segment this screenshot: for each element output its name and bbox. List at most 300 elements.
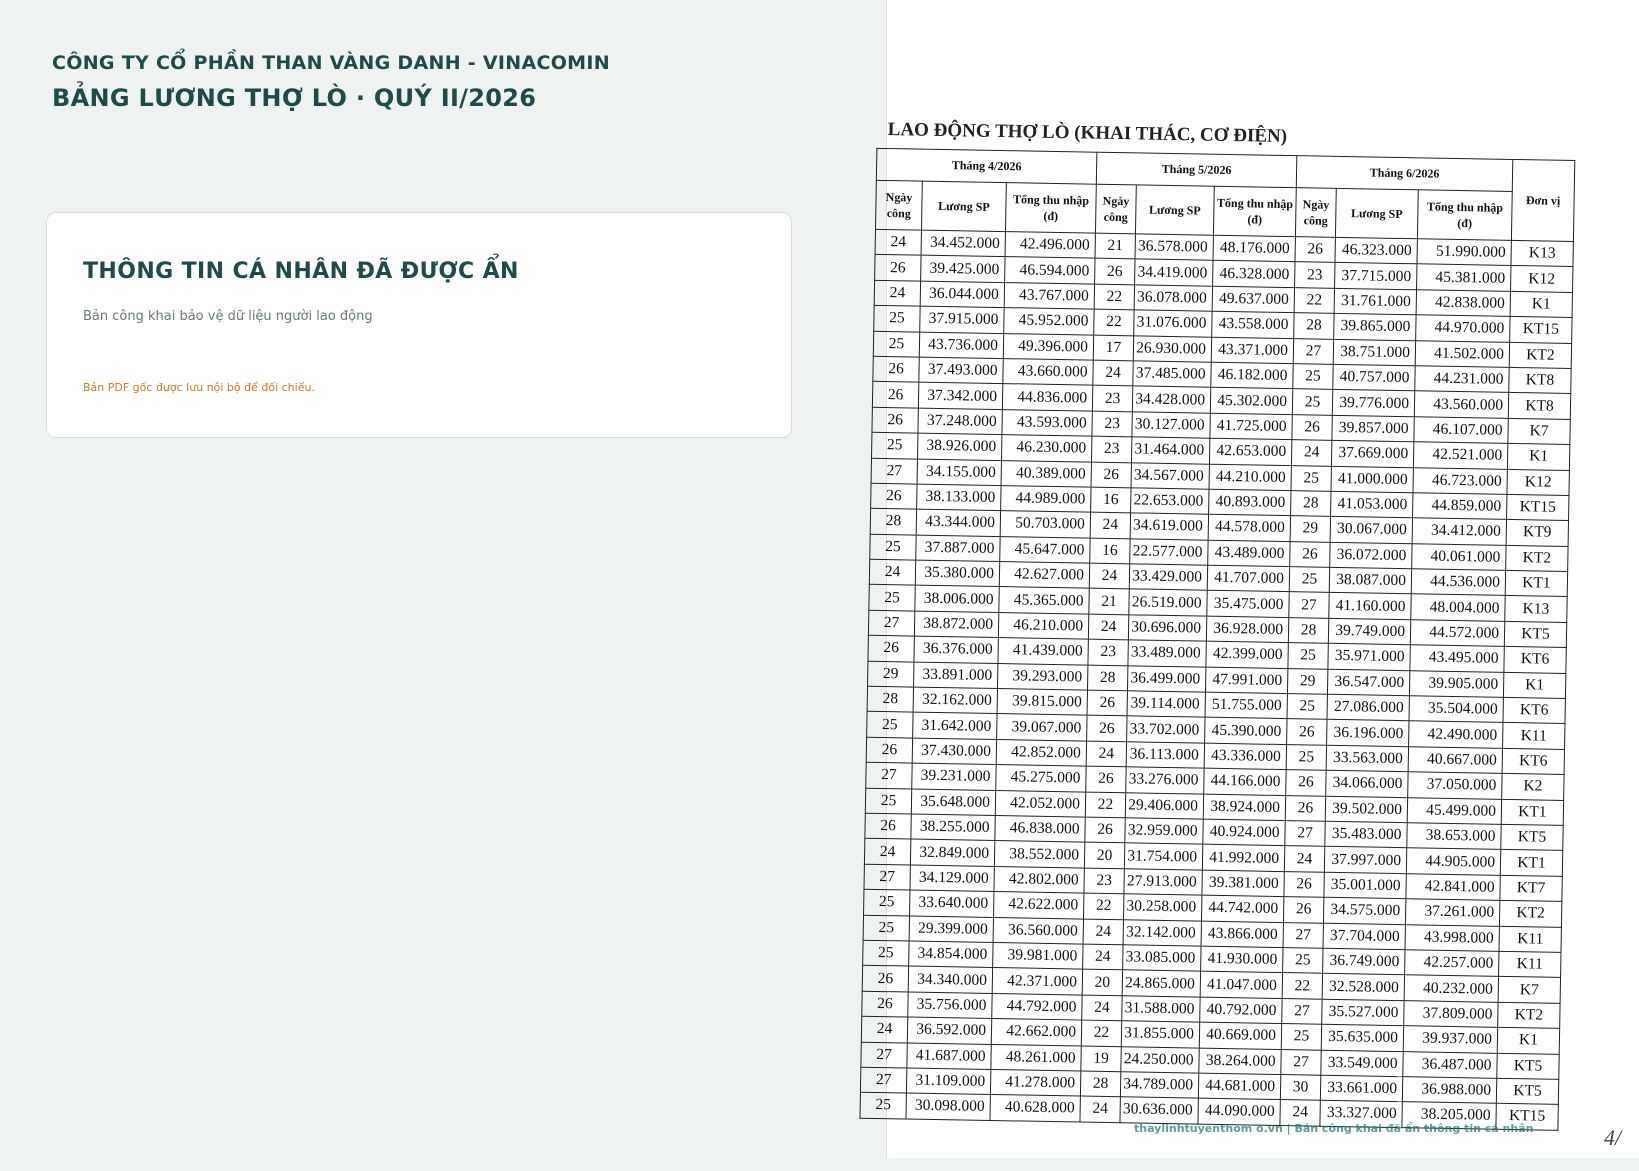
table-cell: 26	[1087, 716, 1127, 742]
table-cell: 22	[1085, 792, 1125, 818]
card-note: Bản PDF gốc được lưu nội bộ để đối chiếu.	[83, 381, 315, 394]
table-cell: 40.628.000	[990, 1095, 1080, 1122]
table-cell: 32.849.000	[910, 839, 994, 866]
table-cell: K13	[1505, 596, 1567, 622]
table-cell: 29.406.000	[1125, 792, 1203, 819]
table-cell: 26	[862, 966, 908, 992]
table-cell: 35.527.000	[1322, 999, 1404, 1026]
table-cell: 34.452.000	[921, 230, 1005, 257]
table-cell: 33.489.000	[1128, 640, 1206, 667]
table-cell: 27	[1293, 338, 1333, 364]
table-cell: 37.704.000	[1323, 923, 1405, 950]
table-cell: 48.261.000	[991, 1044, 1081, 1071]
income-header: Tổng thu nhập (đ)	[1213, 186, 1296, 236]
table-cell: 39.815.000	[997, 689, 1087, 716]
table-cell: 36.376.000	[914, 636, 998, 663]
table-cell: 17	[1093, 335, 1133, 361]
table-cell: 36.078.000	[1134, 285, 1212, 312]
table-cell: 27	[864, 864, 910, 890]
table-cell: KT6	[1502, 748, 1564, 774]
table-cell: 37.342.000	[918, 382, 1002, 409]
table-cell: KT2	[1506, 545, 1568, 571]
table-cell: 30.258.000	[1123, 894, 1201, 921]
table-cell: 38.653.000	[1407, 823, 1501, 850]
table-cell: 27.913.000	[1124, 869, 1202, 896]
table-cell: KT5	[1496, 1078, 1558, 1104]
table-cell: 38.552.000	[994, 841, 1084, 868]
table-cell: 36.988.000	[1402, 1077, 1496, 1104]
table-cell: 21	[1089, 589, 1129, 615]
table-cell: K11	[1499, 926, 1561, 952]
table-cell: 27	[861, 1042, 907, 1068]
table-cell: 35.483.000	[1325, 821, 1407, 848]
table-cell: 23	[1092, 411, 1132, 437]
table-cell: 31.855.000	[1121, 1021, 1199, 1048]
table-cell: 44.210.000	[1209, 464, 1291, 491]
table-cell: 45.365.000	[999, 587, 1089, 614]
table-cell: 32.528.000	[1322, 974, 1404, 1001]
table-cell: 21	[1095, 233, 1135, 259]
unit-header: Đơn vị	[1511, 159, 1574, 241]
table-cell: 44.989.000	[1001, 485, 1091, 512]
table-cell: 37.669.000	[1331, 440, 1413, 467]
table-cell: 24	[1093, 360, 1133, 386]
table-cell: 35.635.000	[1321, 1024, 1403, 1051]
table-cell: 24	[1086, 741, 1126, 767]
table-cell: 20	[1082, 969, 1122, 995]
table-cell: 38.751.000	[1333, 339, 1415, 366]
table-cell: 31.761.000	[1334, 288, 1416, 315]
table-cell: 46.723.000	[1413, 467, 1507, 494]
table-cell: 44.859.000	[1413, 493, 1507, 520]
table-cell: 25	[1293, 364, 1333, 390]
days-header: Ngày công	[1295, 188, 1336, 238]
table-cell: 24	[869, 559, 915, 585]
table-cell: K7	[1508, 418, 1570, 444]
table-cell: 36.196.000	[1327, 720, 1409, 747]
table-cell: 41.278.000	[990, 1069, 1080, 1096]
table-cell: 44.166.000	[1204, 768, 1286, 795]
table-cell: 26	[862, 991, 908, 1017]
table-cell: 26	[1290, 541, 1330, 567]
table-cell: 26	[1284, 871, 1324, 897]
table-cell: 42.496.000	[1005, 232, 1095, 259]
table-cell: 26	[866, 737, 912, 763]
table-cell: 29.399.000	[909, 916, 993, 943]
table-cell: 43.489.000	[1208, 540, 1290, 567]
table-cell: KT2	[1509, 342, 1571, 368]
table-cell: 26	[865, 813, 911, 839]
table-cell: 37.809.000	[1404, 1000, 1498, 1027]
table-cell: 38.924.000	[1203, 794, 1285, 821]
table-cell: 28	[1288, 617, 1328, 643]
table-cell: 28	[1294, 313, 1334, 339]
table-cell: 28	[1291, 491, 1331, 517]
table-cell: 42.662.000	[991, 1019, 1081, 1046]
table-cell: 25	[1286, 744, 1326, 770]
table-cell: 45.390.000	[1205, 718, 1287, 745]
table-cell: 44.792.000	[992, 993, 1082, 1020]
company-name: CÔNG TY CỔ PHẦN THAN VÀNG DANH - VINACOMIN	[52, 52, 610, 74]
table-cell: 25	[1283, 947, 1323, 973]
table-cell: 43.998.000	[1405, 924, 1499, 951]
table-cell: 46.323.000	[1335, 237, 1417, 264]
table-cell: 26	[1283, 897, 1323, 923]
table-cell: 28	[1087, 665, 1127, 691]
table-cell: 22	[1294, 287, 1334, 313]
table-cell: 24	[875, 229, 921, 255]
table-cell: 24.865.000	[1122, 970, 1200, 997]
table-cell: 28	[870, 509, 916, 535]
table-cell: 40.924.000	[1203, 819, 1285, 846]
table-cell: 39.905.000	[1409, 670, 1503, 697]
table-cell: 39.865.000	[1334, 314, 1416, 341]
table-cell: 45.302.000	[1210, 388, 1292, 415]
table-cell: 23	[1092, 385, 1132, 411]
table-cell: KT5	[1497, 1053, 1559, 1079]
table-cell: 34.419.000	[1135, 259, 1213, 286]
table-cell: 36.928.000	[1206, 616, 1288, 643]
table-cell: 37.493.000	[919, 357, 1003, 384]
table-cell: 34.066.000	[1326, 770, 1408, 797]
table-cell: 36.072.000	[1330, 542, 1412, 569]
table-cell: 41.439.000	[998, 638, 1088, 665]
table-cell: 39.067.000	[997, 714, 1087, 741]
table-cell: 26	[872, 382, 918, 408]
table-cell: 46.594.000	[1005, 257, 1095, 284]
table-cell: 40.061.000	[1412, 543, 1506, 570]
table-cell: 19	[1081, 1046, 1121, 1072]
table-cell: 36.499.000	[1127, 665, 1205, 692]
table-cell: 42.838.000	[1416, 290, 1510, 317]
table-cell: 16	[1091, 487, 1131, 513]
table-cell: 35.380.000	[915, 560, 999, 587]
table-cell: 41.160.000	[1329, 593, 1411, 620]
privacy-notice-card	[46, 212, 792, 438]
table-cell: 34.789.000	[1120, 1072, 1198, 1099]
table-cell: 25	[1291, 465, 1331, 491]
table-cell: 33.661.000	[1320, 1075, 1402, 1102]
table-cell: KT5	[1504, 621, 1566, 647]
table-cell: 44.742.000	[1201, 895, 1283, 922]
table-cell: 35.971.000	[1328, 644, 1410, 671]
table-cell: 30.127.000	[1132, 412, 1210, 439]
table-cell: 37.887.000	[916, 535, 1000, 562]
table-cell: 44.231.000	[1415, 366, 1509, 393]
table-cell: 39.857.000	[1332, 415, 1414, 442]
table-cell: 37.430.000	[912, 738, 996, 765]
table-cell: 24	[1088, 614, 1128, 640]
table-cell: 48.004.000	[1411, 594, 1505, 621]
table-cell: 39.231.000	[912, 763, 996, 790]
table-cell: 37.915.000	[920, 306, 1004, 333]
table-cell: 48.176.000	[1213, 235, 1295, 262]
table-cell: 46.328.000	[1213, 261, 1295, 288]
table-cell: 43.736.000	[919, 332, 1003, 359]
table-cell: 40.669.000	[1199, 1022, 1281, 1049]
table-cell: 27	[1289, 592, 1329, 618]
month-header: Tháng 4/2026	[876, 148, 1097, 184]
salary-header: Lương SP	[921, 181, 1006, 231]
table-cell: 46.230.000	[1001, 435, 1091, 462]
table-cell: 24	[1280, 1100, 1320, 1126]
page-signature: 4/	[1604, 1125, 1622, 1150]
table-cell: 26	[1085, 817, 1125, 843]
table-cell: 49.396.000	[1003, 333, 1093, 360]
table-cell: 26	[872, 407, 918, 433]
table-cell: 44.536.000	[1411, 569, 1505, 596]
table-cell: 23	[1295, 262, 1335, 288]
table-cell: KT7	[1500, 875, 1562, 901]
table-cell: 27	[860, 1067, 906, 1093]
table-cell: 24	[1284, 846, 1324, 872]
table-cell: 37.997.000	[1324, 847, 1406, 874]
table-cell: 36.592.000	[907, 1017, 991, 1044]
table-cell: KT5	[1501, 824, 1563, 850]
table-cell: 31.754.000	[1124, 843, 1202, 870]
card-title: THÔNG TIN CÁ NHÂN ĐÃ ĐƯỢC ẨN	[83, 259, 519, 284]
table-cell: 36.113.000	[1126, 742, 1204, 769]
table-cell: 41.047.000	[1200, 971, 1282, 998]
watermark-footer: thaylinhtuyenthom o.vn | Bản công khai đã ẩn thông tin cá nhân	[1134, 1122, 1534, 1135]
table-cell: 40.792.000	[1200, 997, 1282, 1024]
table-cell: 39.114.000	[1127, 691, 1205, 718]
table-cell: 41.725.000	[1210, 413, 1292, 440]
table-cell: 33.549.000	[1321, 1050, 1403, 1077]
page-title: BẢNG LƯƠNG THỢ LÒ · QUÝ II/2026	[52, 84, 537, 112]
table-cell: 22	[1081, 1020, 1121, 1046]
table-cell: KT1	[1500, 850, 1562, 876]
table-cell: 27	[1281, 1049, 1321, 1075]
table-cell: KT9	[1506, 520, 1568, 546]
table-cell: 34.412.000	[1412, 518, 1506, 545]
table-cell: 40.757.000	[1333, 364, 1415, 391]
salary-header: Lương SP	[1135, 185, 1214, 235]
table-cell: 34.854.000	[909, 941, 993, 968]
table-cell: KT8	[1508, 393, 1570, 419]
table-cell: K12	[1507, 469, 1569, 495]
table-cell: K1	[1507, 444, 1569, 470]
table-cell: 34.428.000	[1132, 386, 1210, 413]
table-cell: 43.336.000	[1204, 743, 1286, 770]
table-cell: 41.687.000	[907, 1043, 991, 1070]
table-cell: 34.129.000	[910, 865, 994, 892]
table-cell: 45.499.000	[1407, 797, 1501, 824]
table-cell: 27.086.000	[1327, 694, 1409, 721]
table-cell: 41.053.000	[1331, 491, 1413, 518]
table-cell: 26.930.000	[1133, 335, 1211, 362]
table-cell: 34.155.000	[917, 459, 1001, 486]
table-cell: 26	[1287, 719, 1327, 745]
table-cell: 50.703.000	[1000, 511, 1090, 538]
table-cell: 45.381.000	[1417, 264, 1511, 291]
table-cell: KT8	[1509, 367, 1571, 393]
table-cell: KT2	[1499, 900, 1561, 926]
table-cell: K11	[1503, 723, 1565, 749]
table-cell: 26	[1292, 414, 1332, 440]
table-cell: 25	[872, 432, 918, 458]
table-cell: 41.502.000	[1415, 340, 1509, 367]
table-cell: 25	[860, 1092, 906, 1118]
table-cell: 24	[1291, 440, 1331, 466]
table-cell: 24.250.000	[1121, 1046, 1199, 1073]
table-cell: 43.495.000	[1410, 645, 1504, 672]
table-cell: 25	[874, 305, 920, 331]
table-cell: 42.371.000	[992, 968, 1082, 995]
table-cell: 22	[1094, 309, 1134, 335]
table-cell: 35.475.000	[1207, 591, 1289, 618]
table-cell: 42.622.000	[994, 892, 1084, 919]
table-cell: 24	[1080, 1096, 1120, 1122]
table-cell: 38.926.000	[918, 433, 1002, 460]
table-cell: 47.991.000	[1205, 667, 1287, 694]
table-cell: 31.076.000	[1134, 310, 1212, 337]
table-cell: 25	[867, 712, 913, 738]
table-cell: 25	[1288, 643, 1328, 669]
table-cell: 40.389.000	[1001, 460, 1091, 487]
table-cell: 44.578.000	[1208, 514, 1290, 541]
table-cell: 16	[1090, 538, 1130, 564]
table-cell: 37.485.000	[1133, 361, 1211, 388]
table-cell: 33.276.000	[1126, 767, 1204, 794]
table-cell: 36.547.000	[1327, 669, 1409, 696]
salary-rows	[860, 229, 1573, 1130]
table-cell: 23	[1084, 868, 1124, 894]
table-cell: 44.970.000	[1416, 315, 1510, 342]
table-cell: 35.001.000	[1324, 872, 1406, 899]
table-cell: 35.504.000	[1409, 696, 1503, 723]
table-cell: 37.261.000	[1405, 899, 1499, 926]
table-cell: 36.560.000	[993, 917, 1083, 944]
table-cell: 28	[867, 686, 913, 712]
table-cell: 44.836.000	[1002, 384, 1092, 411]
salary-table	[859, 148, 1575, 1131]
table-cell: 31.588.000	[1122, 995, 1200, 1022]
section-title: LAO ĐỘNG THỢ LÒ (KHAI THÁC, CƠ ĐIỆN)	[887, 119, 1288, 148]
table-cell: 25	[870, 534, 916, 560]
table-cell: 38.006.000	[915, 586, 999, 613]
table-cell: 24	[1090, 512, 1130, 538]
salary-header: Lương SP	[1335, 188, 1418, 238]
table-cell: 26	[873, 356, 919, 382]
table-cell: 38.087.000	[1329, 567, 1411, 594]
table-cell: KT15	[1496, 1104, 1558, 1130]
table-cell: 22	[1083, 893, 1123, 919]
table-cell: 40.893.000	[1209, 489, 1291, 516]
table-cell: 29	[1290, 516, 1330, 542]
table-cell: 30.067.000	[1330, 517, 1412, 544]
table-cell: 33.327.000	[1320, 1101, 1402, 1128]
table-cell: 35.756.000	[908, 992, 992, 1019]
table-cell: K12	[1511, 266, 1573, 292]
table-cell: K13	[1511, 240, 1573, 266]
table-cell: 41.992.000	[1202, 845, 1284, 872]
table-cell: 35.648.000	[911, 789, 995, 816]
table-cell: 36.749.000	[1323, 948, 1405, 975]
table-cell: 39.381.000	[1202, 870, 1284, 897]
table-cell: 26	[1295, 237, 1335, 263]
table-cell: K1	[1510, 291, 1572, 317]
table-cell: 39.502.000	[1325, 796, 1407, 823]
table-cell: 34.567.000	[1131, 462, 1209, 489]
document-page	[867, 0, 1639, 1171]
table-cell: 39.749.000	[1328, 618, 1410, 645]
card-subtitle: Bản công khai bảo vệ dữ liệu người lao động	[83, 309, 373, 324]
table-cell: 40.232.000	[1404, 975, 1498, 1002]
table-cell: 46.182.000	[1211, 362, 1293, 389]
table-cell: 27	[1282, 998, 1322, 1024]
table-cell: 27	[868, 610, 914, 636]
table-cell: 25	[1287, 694, 1327, 720]
table-cell: 44.681.000	[1198, 1073, 1280, 1100]
income-header: Tổng thu nhập (đ)	[1417, 190, 1512, 241]
table-cell: 23	[1091, 436, 1131, 462]
table-cell: 30.098.000	[906, 1093, 990, 1120]
table-cell: 39.937.000	[1403, 1026, 1497, 1053]
table-cell: 22	[1094, 284, 1134, 310]
table-cell: 36.578.000	[1135, 234, 1213, 261]
table-cell: 26	[1286, 770, 1326, 796]
table-cell: 45.952.000	[1004, 308, 1094, 335]
table-cell: 39.425.000	[921, 256, 1005, 283]
table-cell: 42.490.000	[1409, 721, 1503, 748]
table-cell: K1	[1503, 672, 1565, 698]
table-cell: 22	[1282, 973, 1322, 999]
days-header: Ngày công	[875, 180, 922, 230]
month-header: Tháng 6/2026	[1296, 156, 1513, 192]
table-cell: 28	[1080, 1071, 1120, 1097]
month-header: Tháng 5/2026	[1096, 152, 1297, 187]
table-cell: 43.371.000	[1211, 337, 1293, 364]
table-cell: 34.575.000	[1323, 897, 1405, 924]
table-cell: 42.257.000	[1405, 950, 1499, 977]
table-cell: 24	[1083, 944, 1123, 970]
table-cell: 30.696.000	[1128, 615, 1206, 642]
table-cell: 26	[1095, 259, 1135, 285]
table-cell: 26	[875, 255, 921, 281]
table-cell: KT1	[1505, 570, 1567, 596]
table-cell: 43.767.000	[1004, 282, 1094, 309]
table-cell: 33.085.000	[1123, 945, 1201, 972]
table-cell: KT15	[1507, 494, 1569, 520]
table-cell: 38.255.000	[911, 814, 995, 841]
table-cell: 26	[871, 483, 917, 509]
table-cell: 27	[1285, 821, 1325, 847]
table-cell: 46.210.000	[998, 612, 1088, 639]
table-cell: 46.838.000	[995, 815, 1085, 842]
table-cell: 44.090.000	[1198, 1098, 1280, 1125]
table-cell: 20	[1084, 842, 1124, 868]
table-cell: 42.052.000	[995, 790, 1085, 817]
table-cell: 43.560.000	[1414, 391, 1508, 418]
table-cell: 43.866.000	[1201, 921, 1283, 948]
table-cell: 33.429.000	[1129, 564, 1207, 591]
table-cell: 25	[863, 940, 909, 966]
table-cell: 38.133.000	[917, 484, 1001, 511]
table-cell: 26.519.000	[1129, 589, 1207, 616]
table-cell: 36.487.000	[1403, 1051, 1497, 1078]
table-cell: 24	[1083, 919, 1123, 945]
table-cell: 25	[873, 331, 919, 357]
table-cell: 24	[861, 1016, 907, 1042]
table-cell: 27	[1283, 922, 1323, 948]
table-cell: KT6	[1504, 647, 1566, 673]
table-cell: K1	[1497, 1027, 1559, 1053]
table-cell: 41.930.000	[1201, 946, 1283, 973]
table-cell: 25	[863, 915, 909, 941]
table-cell: 46.107.000	[1414, 417, 1508, 444]
table-cell: 40.667.000	[1408, 747, 1502, 774]
